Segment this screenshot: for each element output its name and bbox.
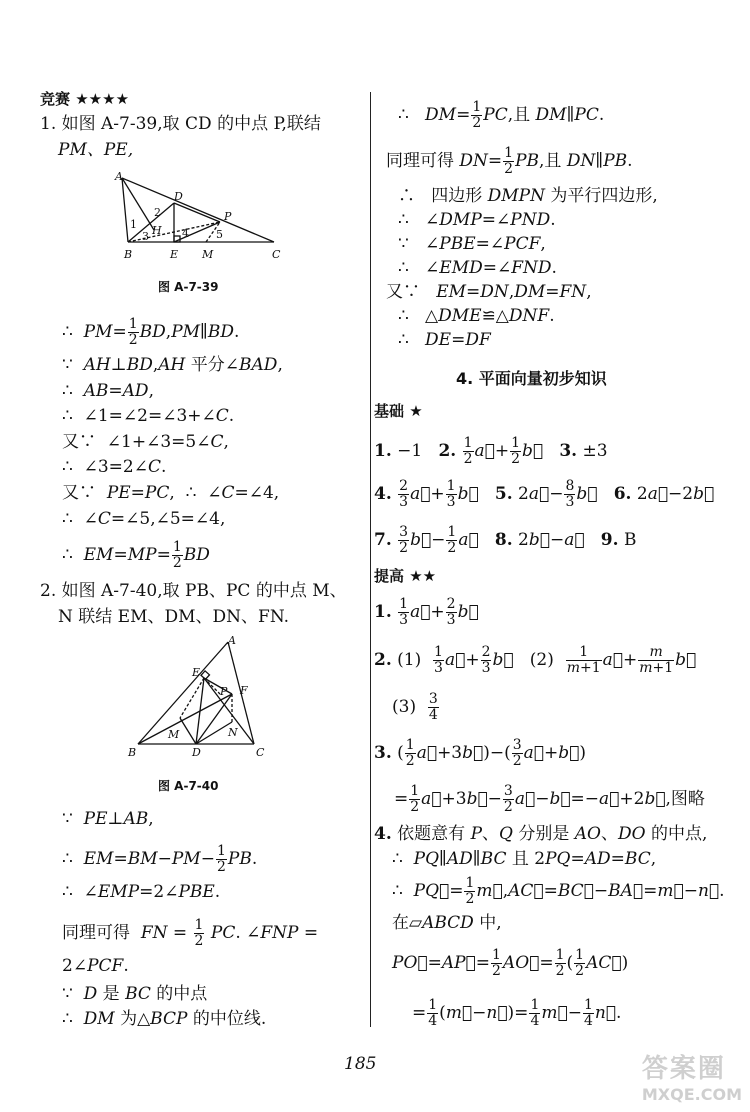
- svg-text:M: M: [202, 248, 214, 261]
- figure-a-7-39: [110, 170, 300, 265]
- section-title-vectors: 4. 平面向量初步知识: [456, 369, 607, 388]
- svg-text:M: M: [168, 728, 180, 741]
- p2-line-2: ∴ EM=BM−PM− $\frac{1}{2}$ PB.: [62, 843, 258, 875]
- svg-text:A: A: [115, 170, 123, 183]
- svg-text:C: C: [256, 746, 265, 759]
- svg-text:F: F: [240, 684, 248, 697]
- svg-text:D: D: [174, 190, 183, 203]
- figure-2-caption: 图 A-7-40: [158, 779, 219, 793]
- p2-line-6: ∵ D 是 BC 的中点: [62, 984, 208, 1004]
- watermark-logo: 答案圈 MXQE.COM: [641, 1054, 742, 1104]
- basic-answers-1: 1. −1 2. $\frac{1}{2}$ a⃗+ $\frac{1}{2}$ b⃗ 3. ±3: [374, 435, 608, 467]
- svg-text:C: C: [272, 248, 281, 261]
- figure-1-caption: 图 A-7-39: [158, 280, 219, 294]
- improve-2-3: (3) $\frac{3}{4}$: [392, 691, 438, 723]
- svg-text:5: 5: [216, 228, 223, 241]
- p2-line-4: 同理可得 FN = $\frac{1}{2}$ PC. ∠FNP =: [62, 917, 319, 949]
- r-line-9: ∴ DE=DF: [398, 330, 491, 350]
- svg-text:N: N: [228, 726, 238, 739]
- svg-text:P: P: [220, 685, 228, 698]
- improve-2: 2. (1) $\frac{1}{3}$ a⃗+ $\frac{2}{3}$ b⃗ (2) $\frac{1}{m+1}$ a⃗+ $\frac{m}{m+1}$ b⃗: [374, 644, 697, 676]
- improve-label: 提高 ★★: [374, 567, 437, 585]
- improve-1: 1. $\frac{1}{3}$ a⃗+ $\frac{2}{3}$ b⃗: [374, 596, 479, 628]
- r-line-2: 同理可得 DN= $\frac{1}{2}$ PB,且 DN∥PB.: [386, 145, 633, 177]
- column-divider: [370, 92, 371, 1027]
- p1-line-3: ∴ AB=AD,: [62, 381, 154, 401]
- r-line-8: ∴ △DME≌△DNF.: [398, 306, 555, 326]
- improve-4: 4. 依题意有 P、Q 分别是 AO、DO 的中点,: [374, 824, 708, 844]
- p1-line-6: ∴ ∠3=2∠C.: [62, 457, 167, 477]
- svg-text:A: A: [228, 634, 236, 647]
- svg-text:4: 4: [182, 227, 189, 240]
- improve-3: 3. ( $\frac{1}{2}$ a⃗+3b⃗)−( $\frac{3}{2}$ a⃗+b⃗): [374, 737, 586, 769]
- p2-line-1: ∵ PE⊥AB,: [62, 809, 154, 829]
- svg-text:E: E: [192, 666, 201, 679]
- svg-text:P: P: [224, 210, 232, 223]
- svg-text:1: 1: [130, 218, 137, 231]
- svg-text:B: B: [124, 248, 133, 261]
- p1-line-9: ∴ EM=MP= $\frac{1}{2}$ BD: [62, 539, 210, 571]
- improve-3-cont: = $\frac{1}{2}$ a⃗+3b⃗− $\frac{3}{2}$ a⃗−b⃗=−a⃗+2b⃗,图略: [394, 783, 705, 815]
- improve-4-line-5: PO⃗=AP⃗= $\frac{1}{2}$ AO⃗= $\frac{1}{2}$ ( $\frac{1}{2}$ AC⃗): [392, 947, 629, 979]
- improve-4-line-2: ∴ PQ∥AD∥BC 且 2PQ=AD=BC,: [392, 849, 657, 869]
- basic-label: 基础 ★: [374, 402, 423, 420]
- svg-text:E: E: [170, 248, 179, 261]
- basic-answers-2: 4. $\frac{2}{3}$ a⃗+ $\frac{1}{3}$ b⃗ 5. 2a⃗− $\frac{8}{3}$ b⃗ 6. 2a⃗−2b⃗: [374, 478, 715, 510]
- r-line-7: 又∵ EM=DN,DM=FN,: [386, 282, 592, 302]
- r-line-5: ∵ ∠PBE=∠PCF,: [398, 234, 546, 254]
- p1-line-4: ∴ ∠1=∠2=∠3+∠C.: [62, 406, 235, 426]
- improve-4-line-3: ∴ PQ⃗= $\frac{1}{2}$ m⃗,AC⃗=BC⃗−BA⃗=m⃗−n⃗.: [392, 875, 725, 907]
- section-competition: 竞赛 ★★★★: [40, 90, 130, 108]
- svg-text:2: 2: [154, 206, 161, 219]
- p1-line-2: ∵ AH⊥BD,AH 平分∠BAD,: [62, 355, 283, 375]
- r-line-6: ∴ ∠EMD=∠FND.: [398, 258, 557, 278]
- p2-line-3: ∴ ∠EMP=2∠PBE.: [62, 882, 221, 902]
- basic-answers-3: 7. $\frac{3}{2}$ b⃗− $\frac{1}{2}$ a⃗ 8. 2b⃗−a⃗ 9. B: [374, 524, 637, 556]
- p2-line-5: 2∠PCF.: [62, 956, 129, 976]
- p1-line-1: ∴ PM= $\frac{1}{2}$ BD,PM∥BD.: [62, 316, 240, 348]
- problem-2-intro-cont: N 联结 EM、DM、DN、FN.: [58, 607, 290, 627]
- svg-text:D: D: [192, 746, 201, 759]
- svg-text:3: 3: [142, 230, 149, 243]
- problem-2-intro: 2. 如图 A-7-40,取 PB、PC 的中点 M、: [40, 581, 347, 601]
- r-line-1: ∴ DM= $\frac{1}{2}$ PC,且 DM∥PC.: [398, 99, 605, 131]
- problem-1-intro: 1. 如图 A-7-39,取 CD 的中点 P,联结: [40, 114, 321, 134]
- figure-a-7-40: [120, 632, 270, 762]
- r-line-3: ∴ 四边形 DMPN 为平行四边形,: [398, 186, 658, 206]
- svg-text:B: B: [128, 746, 137, 759]
- p1-line-5: 又∵ ∠1+∠3=5∠C,: [62, 432, 229, 452]
- svg-text:H: H: [152, 224, 162, 237]
- p2-line-7: ∴ DM 为△BCP 的中位线.: [62, 1009, 267, 1029]
- problem-1-intro-cont: PM、PE,: [58, 140, 134, 160]
- improve-4-line-4: 在▱ABCD 中,: [392, 913, 502, 933]
- p1-line-8: ∴ ∠C=∠5,∠5=∠4,: [62, 509, 226, 529]
- p1-line-7: 又∵ PE=PC, ∴ ∠C=∠4,: [62, 483, 280, 503]
- improve-4-line-6: = $\frac{1}{4}$ (m⃗−n⃗)= $\frac{1}{4}$ m⃗− $\frac{1}{4}$ n⃗.: [412, 997, 622, 1029]
- r-line-4: ∴ ∠DMP=∠PND.: [398, 210, 556, 230]
- page-number: 185: [344, 1054, 377, 1074]
